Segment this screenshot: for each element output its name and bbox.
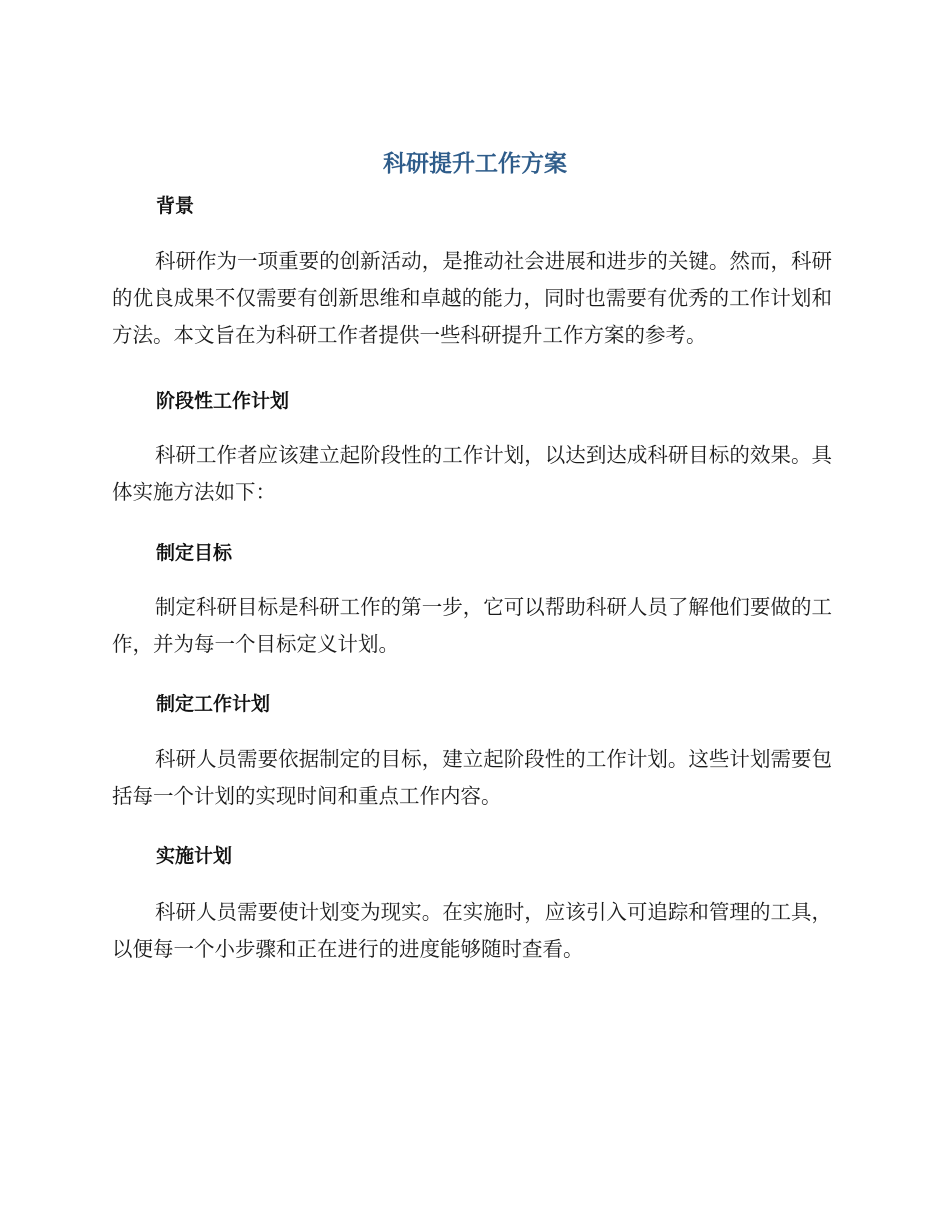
section-heading-implement-plan: 实施计划 <box>156 845 233 867</box>
section-paragraph-phased-plan: 科研工作者应该建立起阶段性的工作计划，以达到达成科研目标的效果。具体实施方法如下： <box>112 443 832 504</box>
document-title: 科研提升工作方案 <box>383 151 567 177</box>
section-heading-set-goals: 制定目标 <box>156 542 233 564</box>
section-heading-phased-plan: 阶段性工作计划 <box>156 390 290 412</box>
section-heading-work-plan: 制定工作计划 <box>156 693 271 715</box>
section-paragraph-implement-plan: 科研人员需要使计划变为现实。在实施时，应该引入可追踪和管理的工具，以便每一个小步骤和正在进行的进度能够随时查看。 <box>112 900 832 961</box>
section-paragraph-background: 科研作为一项重要的创新活动，是推动社会进展和进步的关键。然而，科研的优良成果不仅需要有创新思维和卓越的能力，同时也需要有优秀的工作计划和方法。本文旨在为科研工作者提供一些科研提升工作方案的参考。 <box>112 249 832 347</box>
section-paragraph-set-goals: 制定科研目标是科研工作的第一步，它可以帮助科研人员了解他们要做的工作，并为每一个目标定义计划。 <box>112 595 832 656</box>
section-paragraph-work-plan: 科研人员需要依据制定的目标，建立起阶段性的工作计划。这些计划需要包括每一个计划的实现时间和重点工作内容。 <box>112 747 832 808</box>
section-heading-background: 背景 <box>156 195 195 217</box>
